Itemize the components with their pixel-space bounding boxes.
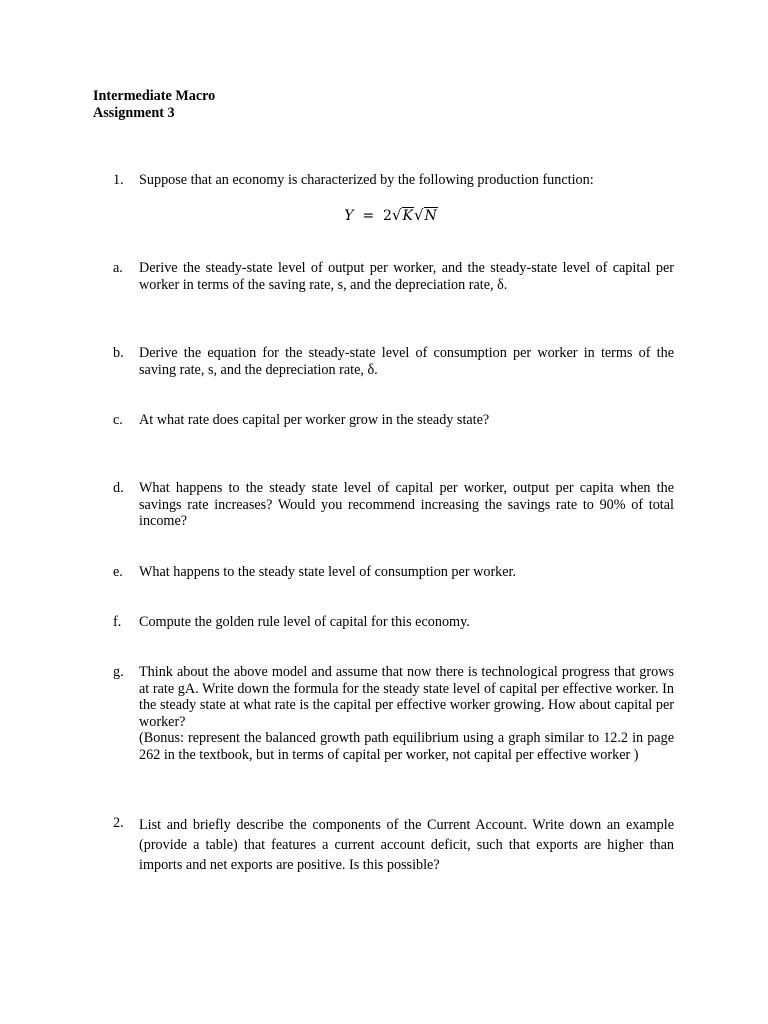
question-1e-label: e. <box>113 564 123 580</box>
question-1c-text: At what rate does capital per worker grow in the steady state? <box>139 412 490 428</box>
question-2-text: List and briefly describe the components of the Current Account. Write down an example (provide a table) that features a current account deficit, such that exports are higher than imports and net exports are positive. Is this possible? <box>139 817 674 873</box>
question-1g-bonus: (Bonus: represent the balanced growth path equilibrium using a graph similar to 12.2 in page 262 in the textbook, but in terms of capital per worker, not capital per effective worker ) <box>139 730 674 763</box>
question-1a-label: a. <box>113 260 123 276</box>
production-function-equation <box>0 207 768 225</box>
equation-coefficient: 2 <box>383 208 392 224</box>
question-1g-text: Think about the above model and assume that now there is technological progress that grows at rate gA. Write down the formula for the steady state level of capital per effective worker. In the steady state at what rate is the capital per effective worker growing. How about capital per worker? <box>139 664 674 730</box>
question-1d-label: d. <box>113 480 124 496</box>
question-1d-text: What happens to the steady state level of capital per worker, output per capita when the savings rate increases? Would you recommend increasing the savings rate to 90% of total income? <box>139 480 674 529</box>
question-1 <box>113 172 674 189</box>
question-1f <box>113 614 674 631</box>
question-1f-label: f. <box>113 614 122 630</box>
question-1f-text: Compute the golden rule level of capital for this economy. <box>139 614 470 630</box>
assignment-title: Assignment 3 <box>93 105 175 121</box>
question-2-number: 2. <box>113 815 124 831</box>
question-1a-text: Derive the steady-state level of output per worker, and the steady-state level of capital per worker in terms of the saving rate, s, and the depreciation rate, δ. <box>139 260 674 293</box>
sqrt-n: √N <box>413 206 437 224</box>
question-1c <box>113 412 674 429</box>
question-1d <box>113 480 674 530</box>
question-1e <box>113 564 674 581</box>
question-1b <box>113 345 674 378</box>
question-1-number: 1. <box>113 172 124 188</box>
equation-lhs: Y <box>344 208 354 224</box>
question-1c-label: c. <box>113 412 123 428</box>
equation-k: K <box>402 208 413 224</box>
sqrt-k: √K <box>391 206 413 224</box>
equation-n: N <box>424 208 437 224</box>
equation-equals: = <box>362 208 375 224</box>
question-1g <box>113 664 674 763</box>
question-1b-label: b. <box>113 345 124 361</box>
question-2 <box>113 815 674 875</box>
question-1b-text: Derive the equation for the steady-state level of consumption per worker in terms of the saving rate, s, and the depreciation rate, δ. <box>139 345 674 378</box>
question-1e-text: What happens to the steady state level of consumption per worker. <box>139 564 517 580</box>
question-1-text: Suppose that an economy is characterized by the following production function: <box>139 172 594 188</box>
question-1a <box>113 260 674 293</box>
course-title: Intermediate Macro <box>93 88 216 104</box>
question-1g-label: g. <box>113 664 124 680</box>
document-header <box>93 88 215 122</box>
